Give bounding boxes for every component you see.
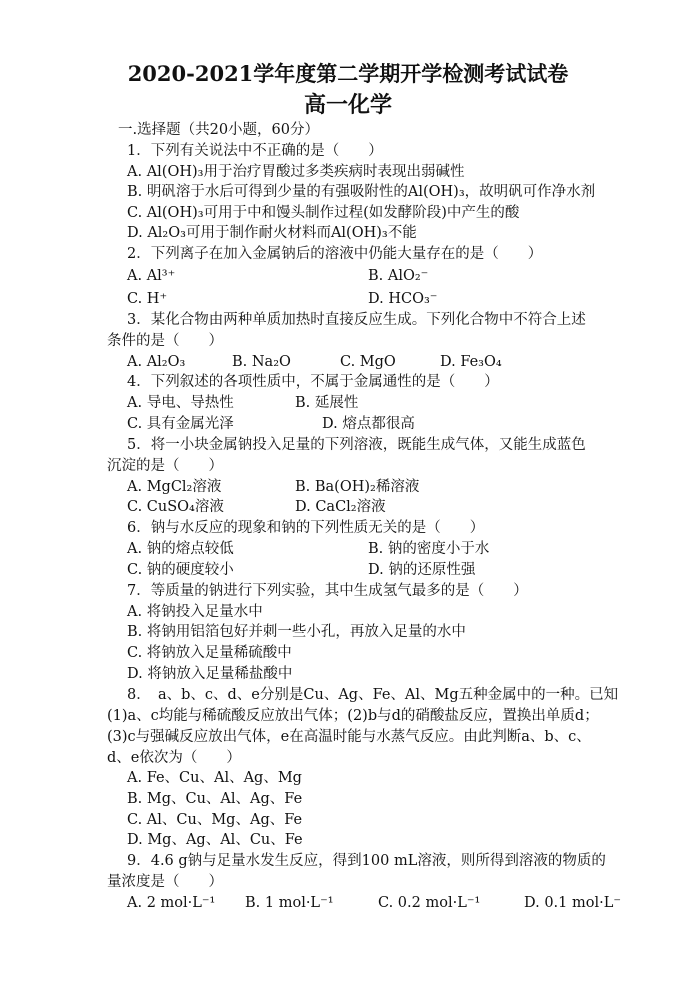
question-stem-cont: 沉淀的是（ ） xyxy=(107,458,223,474)
option-d: D. 钠的还原性强 xyxy=(368,562,476,578)
option-b: B. Mg、Cu、Al、Ag、Fe xyxy=(127,791,303,807)
option-d: D. Al₂O₃可用于制作耐火材料而Al(OH)₃不能 xyxy=(127,225,417,241)
question-stem-cont: (3)c与强碱反应放出气体，e在高温时能与水蒸气反应。由此判断a、b、c、 xyxy=(107,729,591,745)
option-c: C. 将钠放入足量稀硫酸中 xyxy=(127,645,292,661)
option-c: C. 0.2 mol·L⁻¹ xyxy=(378,895,481,911)
question-stem-cont: (1)a、c均能与稀硫酸反应放出气体；(2)b与d的硝酸盐反应，置换出单质d； xyxy=(107,708,599,724)
option-b: B. 1 mol·L⁻¹ xyxy=(245,895,334,911)
question-stem: 8． a、b、c、d、e分别是Cu、Ag、Fe、Al、Mg五种金属中的一种。已知 xyxy=(127,687,619,703)
question-stem: 5．将一小块金属钠投入足量的下列溶液，既能生成气体，又能生成蓝色 xyxy=(127,437,586,453)
question-stem-cont: 条件的是（ ） xyxy=(107,333,223,349)
option-d: D. 将钠放入足量稀盐酸中 xyxy=(127,666,293,682)
question-stem-cont: d、e依次为（ ） xyxy=(107,750,241,766)
question-stem: 7．等质量的钠进行下列实验，其中生成氢气最多的是（ ） xyxy=(127,583,528,599)
option-a: A. 将钠投入足量水中 xyxy=(127,604,263,620)
option-b: B. AlO₂⁻ xyxy=(368,268,429,284)
option-a: A. 钠的熔点较低 xyxy=(127,541,234,557)
option-c: C. 具有金属光泽 xyxy=(127,416,234,432)
option-b: B. Ba(OH)₂稀溶液 xyxy=(295,479,420,495)
option-a: A. MgCl₂溶液 xyxy=(127,479,222,495)
question-stem: 9．4.6 g钠与足量水发生反应，得到100 mL溶液，则所得到溶液的物质的 xyxy=(127,853,606,869)
option-c: C. MgO xyxy=(340,354,396,370)
option-d: D. CaCl₂溶液 xyxy=(295,499,386,515)
option-b: B. 明矾溶于水后可得到少量的有强吸附性的Al(OH)₃，故明矾可作净水剂 xyxy=(127,184,596,200)
exam-subject: 高一化学 xyxy=(303,92,392,118)
question-stem-cont: 量浓度是（ ） xyxy=(107,874,223,890)
option-d: D. 熔点都很高 xyxy=(322,416,415,432)
section-heading: 一.选择题（共20小题，60分） xyxy=(118,122,320,138)
option-d: D. Fe₃O₄ xyxy=(440,354,502,370)
option-a: A. 2 mol·L⁻¹ xyxy=(127,895,216,911)
option-a: A. Fe、Cu、Al、Ag、Mg xyxy=(127,770,302,786)
option-b: B. 钠的密度小于水 xyxy=(368,541,490,557)
option-c: C. 钠的硬度较小 xyxy=(127,562,234,578)
question-stem: 1．下列有关说法中不正确的是（ ） xyxy=(127,143,383,159)
question-stem: 4．下列叙述的各项性质中，不属于金属通性的是（ ） xyxy=(127,374,499,390)
option-d: D. Mg、Ag、Al、Cu、Fe xyxy=(127,832,303,848)
option-c: C. H⁺ xyxy=(127,291,168,307)
question-stem: 3．某化合物由两种单质加热时直接反应生成。下列化合物中不符合上述 xyxy=(127,312,586,328)
option-d: D. 0.1 mol·L⁻ xyxy=(524,895,622,911)
exam-title: 2020-2021学年度第二学期开学检测考试试卷 xyxy=(127,61,569,86)
option-d: D. HCO₃⁻ xyxy=(368,291,438,307)
option-a: A. Al(OH)₃用于治疗胃酸过多类疾病时表现出弱碱性 xyxy=(127,164,465,180)
option-b: B. 延展性 xyxy=(295,395,359,411)
option-b: B. Na₂O xyxy=(232,354,291,370)
option-a: A. 导电、导热性 xyxy=(127,395,234,411)
option-a: A. Al₂O₃ xyxy=(127,354,186,370)
question-stem: 6．钠与水反应的现象和钠的下列性质无关的是（ ） xyxy=(127,520,485,536)
question-stem: 2．下列离子在加入金属钠后的溶液中仍能大量存在的是（ ） xyxy=(127,246,543,262)
option-c: C. Al、Cu、Mg、Ag、Fe xyxy=(127,812,303,828)
option-a: A. Al³⁺ xyxy=(127,268,176,284)
option-c: C. Al(OH)₃可用于中和馒头制作过程(如发酵阶段)中产生的酸 xyxy=(127,205,520,221)
option-c: C. CuSO₄溶液 xyxy=(127,499,224,515)
option-b: B. 将钠用铝箔包好并刺一些小孔，再放入足量的水中 xyxy=(127,624,466,640)
